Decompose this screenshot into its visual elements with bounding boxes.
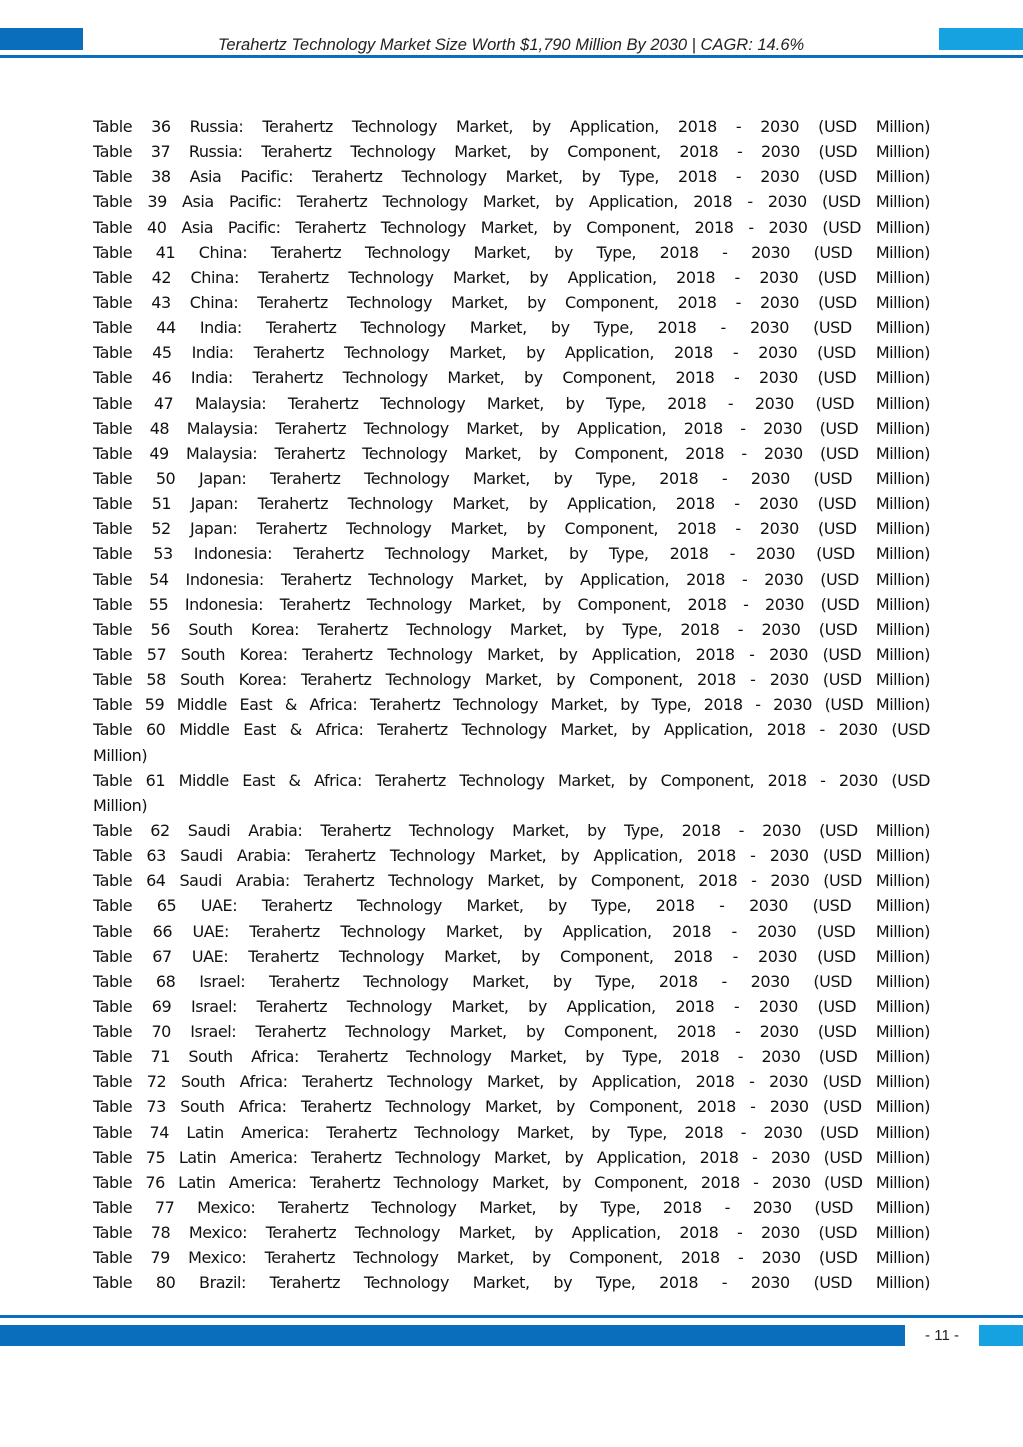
table-entry: Table 55 Indonesia: Terahertz Technology Market, by Component, 2018 - 2030 (USD Million) xyxy=(93,594,930,614)
table-entry: Table 69 Israel: Terahertz Technology Market, by Application, 2018 - 2030 (USD Million) xyxy=(93,996,930,1016)
table-entry: Table 70 Israel: Terahertz Technology Market, by Component, 2018 - 2030 (USD Million) xyxy=(93,1022,930,1042)
table-entry: Table 72 South Africa: Terahertz Technology Market, by Application, 2018 - 2030 (USD Million) xyxy=(93,1072,930,1092)
table-entry: Table 58 South Korea: Terahertz Technology Market, by Component, 2018 - 2030 (USD Million) xyxy=(93,670,930,690)
table-entry-line2: Million) xyxy=(93,795,148,815)
table-entry: Table 41 China: Terahertz Technology Market, by Type, 2018 - 2030 (USD Million) xyxy=(93,242,930,262)
table-entry: Table 64 Saudi Arabia: Terahertz Technology Market, by Component, 2018 - 2030 (USD Million) xyxy=(93,871,930,891)
header-accent-left xyxy=(0,28,83,50)
table-entry: Table 45 India: Terahertz Technology Market, by Application, 2018 - 2030 (USD Million) xyxy=(93,343,930,363)
table-entry: Table 47 Malaysia: Terahertz Technology Market, by Type, 2018 - 2030 (USD Million) xyxy=(93,393,930,413)
table-entry: Table 71 South Africa: Terahertz Technology Market, by Type, 2018 - 2030 (USD Million) xyxy=(93,1047,930,1067)
table-entry-wrapped xyxy=(93,768,930,818)
table-entry: Table 39 Asia Pacific: Terahertz Technology Market, by Application, 2018 - 2030 (USD Million) xyxy=(93,192,930,212)
table-entry: Table 51 Japan: Terahertz Technology Market, by Application, 2018 - 2030 (USD Million) xyxy=(93,494,930,514)
table-entry: Table 42 China: Terahertz Technology Market, by Application, 2018 - 2030 (USD Million) xyxy=(93,267,930,287)
table-entry: Table 46 India: Terahertz Technology Market, by Component, 2018 - 2030 (USD Million) xyxy=(93,368,930,388)
table-entry-line1: Table 61 Middle East & Africa: Terahertz Technology Market, by Component, 2018 - 2030 (USD xyxy=(93,770,930,790)
table-entry: Table 43 China: Terahertz Technology Market, by Component, 2018 - 2030 (USD Million) xyxy=(93,292,930,312)
table-entry: Table 78 Mexico: Terahertz Technology Market, by Application, 2018 - 2030 (USD Million) xyxy=(93,1223,930,1243)
table-entry: Table 67 UAE: Terahertz Technology Market, by Component, 2018 - 2030 (USD Million) xyxy=(93,946,930,966)
table-entry: Table 37 Russia: Terahertz Technology Market, by Component, 2018 - 2030 (USD Million) xyxy=(93,142,930,162)
table-entry: Table 54 Indonesia: Terahertz Technology Market, by Application, 2018 - 2030 (USD Million) xyxy=(93,569,930,589)
table-entry: Table 40 Asia Pacific: Terahertz Technology Market, by Component, 2018 - 2030 (USD Million) xyxy=(93,217,930,237)
footer-rule xyxy=(0,1315,1023,1318)
page-number: - 11 - xyxy=(925,1327,959,1344)
table-entry: Table 62 Saudi Arabia: Terahertz Technology Market, by Type, 2018 - 2030 (USD Million) xyxy=(93,820,930,840)
table-entry: Table 44 India: Terahertz Technology Market, by Type, 2018 - 2030 (USD Million) xyxy=(93,318,930,338)
table-entry-line2: Million) xyxy=(93,745,148,765)
table-entry: Table 75 Latin America: Terahertz Technology Market, by Application, 2018 - 2030 (USD Million) xyxy=(93,1147,930,1167)
table-entry: Table 76 Latin America: Terahertz Technology Market, by Component, 2018 - 2030 (USD Million) xyxy=(93,1172,930,1192)
table-entry: Table 57 South Korea: Terahertz Technology Market, by Application, 2018 - 2030 (USD Million) xyxy=(93,644,930,664)
footer-accent-right xyxy=(979,1325,1023,1346)
table-entry: Table 36 Russia: Terahertz Technology Market, by Application, 2018 - 2030 (USD Million) xyxy=(93,117,930,136)
header-rule xyxy=(0,55,1023,58)
table-list xyxy=(93,114,930,1296)
footer-bar xyxy=(0,1325,905,1346)
table-entry-line1: Table 60 Middle East & Africa: Terahertz Technology Market, by Application, 2018 - 2030 (USD xyxy=(93,720,930,740)
header-accent-right xyxy=(939,28,1023,50)
table-entry: Table 49 Malaysia: Terahertz Technology Market, by Component, 2018 - 2030 (USD Million) xyxy=(93,443,930,463)
table-entry: Table 63 Saudi Arabia: Terahertz Technology Market, by Application, 2018 - 2030 (USD Million) xyxy=(93,846,930,866)
table-entry: Table 74 Latin America: Terahertz Technology Market, by Type, 2018 - 2030 (USD Million) xyxy=(93,1122,930,1142)
table-entry: Table 53 Indonesia: Terahertz Technology Market, by Type, 2018 - 2030 (USD Million) xyxy=(93,544,930,564)
table-entry: Table 50 Japan: Terahertz Technology Market, by Type, 2018 - 2030 (USD Million) xyxy=(93,468,930,488)
table-entry: Table 65 UAE: Terahertz Technology Market, by Type, 2018 - 2030 (USD Million) xyxy=(93,896,930,916)
table-entry: Table 52 Japan: Terahertz Technology Market, by Component, 2018 - 2030 (USD Million) xyxy=(93,519,930,539)
table-entry: Table 80 Brazil: Terahertz Technology Market, by Type, 2018 - 2030 (USD Million) xyxy=(93,1273,930,1293)
table-entry: Table 77 Mexico: Terahertz Technology Market, by Type, 2018 - 2030 (USD Million) xyxy=(93,1198,930,1218)
table-entry: Table 66 UAE: Terahertz Technology Market, by Application, 2018 - 2030 (USD Million) xyxy=(93,921,930,941)
table-entry: Table 38 Asia Pacific: Terahertz Technology Market, by Type, 2018 - 2030 (USD Million) xyxy=(93,167,930,187)
table-entry-wrapped xyxy=(93,717,930,767)
table-entry: Table 79 Mexico: Terahertz Technology Market, by Component, 2018 - 2030 (USD Million) xyxy=(93,1248,930,1268)
table-entry: Table 48 Malaysia: Terahertz Technology Market, by Application, 2018 - 2030 (USD Million) xyxy=(93,418,930,438)
page-header-title: Terahertz Technology Market Size Worth $1,790 Million By 2030 | CAGR: 14.6% xyxy=(217,36,805,54)
table-entry: Table 68 Israel: Terahertz Technology Market, by Type, 2018 - 2030 (USD Million) xyxy=(93,971,930,991)
table-entry: Table 59 Middle East & Africa: Terahertz Technology Market, by Type, 2018 - 2030 (USD Million) xyxy=(93,695,930,715)
table-entry: Table 56 South Korea: Terahertz Technology Market, by Type, 2018 - 2030 (USD Million) xyxy=(93,619,930,639)
table-entry: Table 73 South Africa: Terahertz Technology Market, by Component, 2018 - 2030 (USD Million) xyxy=(93,1097,930,1117)
